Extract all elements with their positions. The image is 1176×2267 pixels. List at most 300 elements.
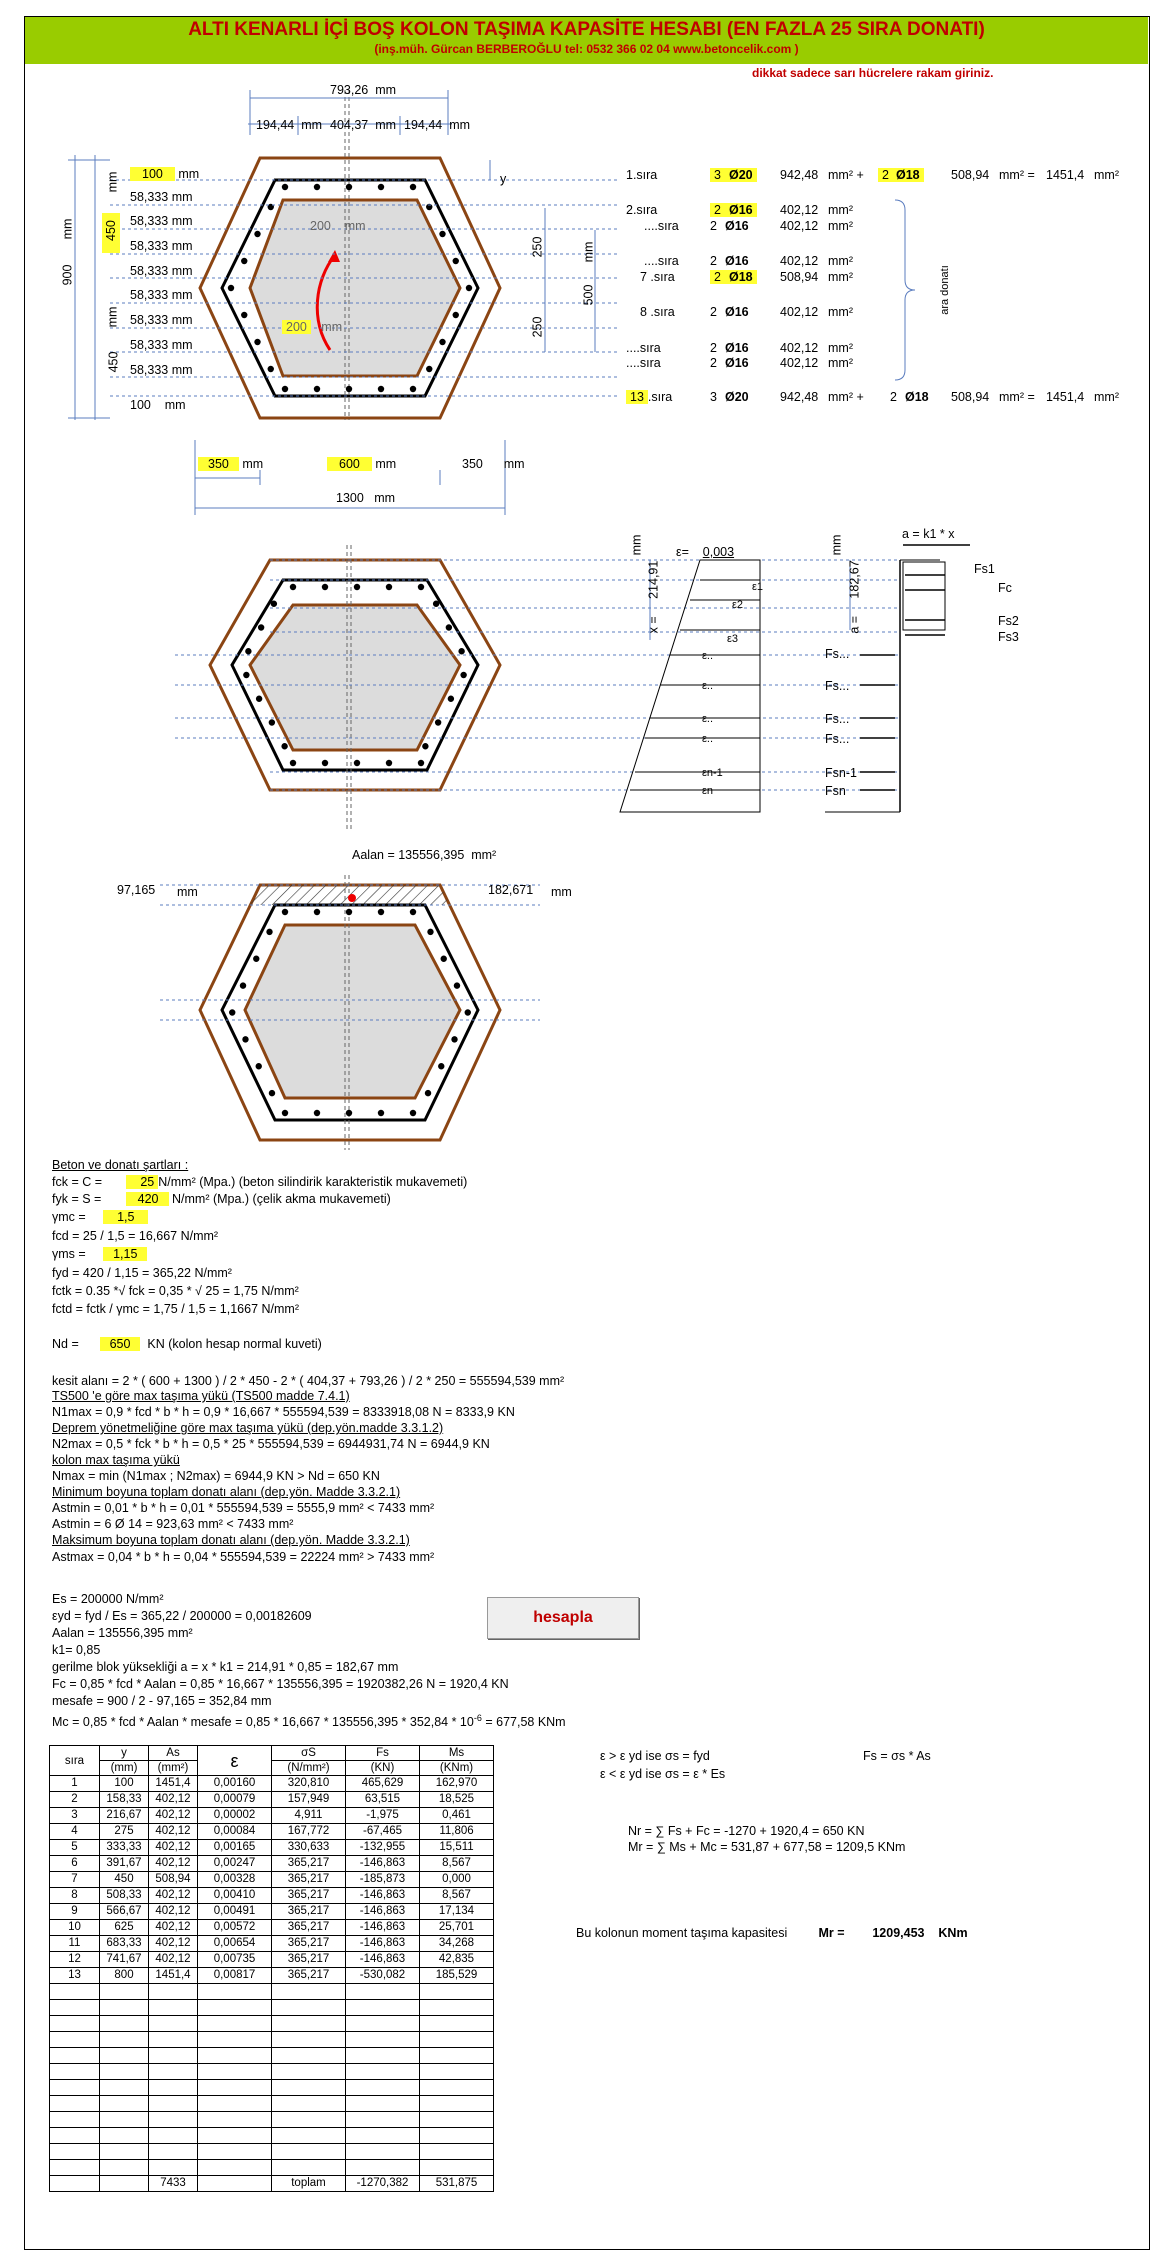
table-cell: 365,217 [272, 1920, 346, 1936]
bar-row: ....sıra 2 Ø16 402,12 mm² [626, 356, 853, 370]
table-cell: 17,134 [420, 1904, 494, 1920]
table-row [50, 1856, 494, 1872]
table-cell: 0,00002 [198, 1808, 272, 1824]
rebar-dot [228, 285, 234, 291]
table-cell: 216,67 [100, 1808, 149, 1824]
rebar-dot [453, 312, 459, 318]
row-spacing: 58,333 mm [130, 214, 193, 228]
table-row [50, 1920, 494, 1936]
table-cell: 34,268 [420, 1936, 494, 1952]
block-right-unit: mm [551, 885, 572, 899]
table-cell: 391,67 [100, 1856, 149, 1872]
fctk-line: fctk = 0.35 *√ fck = 0,35 * √ 25 = 1,75 N/mm² [52, 1284, 299, 1298]
unit-ms: (KNm) [420, 1761, 494, 1776]
bar-row: 1.sıra 3 Ø20 942,48 mm² + 2 Ø18 508,94 mm² = 1451,4 mm² [626, 168, 1119, 182]
a-formula: a = k1 * x [902, 527, 955, 541]
table-cell: 0,00160 [198, 1776, 272, 1792]
rebar-dot [418, 760, 424, 766]
empty-row [50, 2032, 494, 2048]
table-cell: 365,217 [272, 1968, 346, 1984]
author-line: (inş.müh. Gürcan BERBEROĞLU tel: 0532 366 02 04 www.betoncelik.com ) [374, 42, 799, 56]
rebar-dot [460, 672, 466, 678]
unit-fs: (KN) [346, 1761, 420, 1776]
table-cell: -146,863 [346, 1920, 420, 1936]
table-cell: 10 [50, 1920, 100, 1936]
eps-3: ε3 [727, 633, 739, 645]
table-cell: 365,217 [272, 1936, 346, 1952]
cover-unit: mm [105, 171, 120, 193]
rebar-dot [427, 929, 433, 935]
fs-dots: Fs... [825, 732, 850, 746]
unit-sigma: (N/mm²) [272, 1761, 346, 1776]
block-left-val: 97,165 [117, 883, 156, 897]
table-cell: -146,863 [346, 1888, 420, 1904]
intermediate-bars-label: ara donatı [938, 265, 951, 315]
fcd-line: fcd = 25 / 1,5 = 16,667 N/mm² [52, 1229, 219, 1243]
block-left-unit: mm [177, 885, 198, 899]
x-unit: mm [629, 534, 644, 556]
rebar-dot [258, 624, 264, 630]
table-cell: 402,12 [149, 1824, 198, 1840]
rebar-dot [282, 184, 288, 190]
rebar-dot [426, 366, 432, 372]
dim-seg-right: 194,44 mm [404, 118, 471, 132]
bottom-350-left[interactable]: 350 mm [198, 457, 263, 471]
col-y: y [100, 1746, 149, 1761]
table-cell: 1451,4 [149, 1776, 198, 1792]
dim-500-unit: mm [581, 241, 596, 263]
bar-row: ....sıra 2 Ø16 402,12 mm² [626, 341, 853, 355]
empty-row [50, 2096, 494, 2112]
table-cell: 0,00735 [198, 1952, 272, 1968]
table-cell: 6 [50, 1856, 100, 1872]
table-cell: -146,863 [346, 1904, 420, 1920]
rebar-dot [410, 909, 416, 915]
rebar-dot [441, 956, 447, 962]
rebar-dot [314, 184, 320, 190]
table-row [50, 1952, 494, 1968]
table-cell: 42,835 [420, 1952, 494, 1968]
table-cell: 320,810 [272, 1776, 346, 1792]
table-cell: 7 [50, 1872, 100, 1888]
rebar-dot [346, 909, 352, 915]
nr-line: Nr = ∑ Fs + Fc = -1270 + 1920,4 = 650 KN [628, 1824, 865, 1838]
fc-line: Fc = 0,85 * fcd * Aalan = 0,85 * 16,667 * 135556,395 = 1920382,26 N = 1920,4 KN [52, 1677, 509, 1691]
section-3 [160, 875, 540, 1150]
rebar-dot [314, 1110, 320, 1116]
row-spacing[interactable]: 58,333 mm [130, 190, 193, 204]
table-cell: 0,00165 [198, 1840, 272, 1856]
astmax-line: Astmax = 0,04 * b * h = 0,04 * 555594,539 = 22224 mm² > 7433 mm² [52, 1550, 435, 1564]
mr-line: Mr = ∑ Ms + Mc = 531,87 + 677,58 = 1209,5 KNm [628, 1840, 906, 1854]
col-ms: Ms [420, 1746, 494, 1761]
fyk-line[interactable]: fyk = S = 420 N/mm² (Mpa.) (çelik akma mukavemeti) [52, 1192, 391, 1206]
sigma-rule-2: ε < ε yd ise σs = ε * Es [600, 1767, 726, 1781]
table-row [50, 1808, 494, 1824]
table-cell: 800 [100, 1968, 149, 1984]
dim-top-width: 793,26 mm [330, 83, 397, 97]
es-line: Es = 200000 N/mm² [52, 1592, 164, 1606]
empty-row [50, 2064, 494, 2080]
rebar-dot [410, 386, 416, 392]
table-cell: 0,00328 [198, 1872, 272, 1888]
bar-row-last: 13 .sıra 3 Ø20 942,48 mm² + 2 Ø18 508,94 mm² = 1451,4 mm² [626, 390, 672, 404]
dim-seg-left: 194,44 mm [256, 118, 323, 132]
table-row [50, 1792, 494, 1808]
fctd-line: fctd = fctk / γmc = 1,75 / 1,5 = 1,1667 N/mm² [52, 1302, 299, 1316]
rebar-dot [446, 624, 452, 630]
unit-y: (mm) [100, 1761, 149, 1776]
table-cell: 365,217 [272, 1888, 346, 1904]
table-cell: 8,567 [420, 1888, 494, 1904]
table-cell: 5 [50, 1840, 100, 1856]
eps-dots: ε.. [702, 733, 714, 745]
rebar-dot [290, 584, 296, 590]
ts500-heading: TS500 'e göre max taşıma yükü (TS500 madde 7.4.1) [52, 1389, 350, 1403]
empty-row [50, 2080, 494, 2096]
table-cell: 566,67 [100, 1904, 149, 1920]
empty-row [50, 2144, 494, 2160]
rebar-dot [346, 184, 352, 190]
table-cell: 167,772 [272, 1824, 346, 1840]
fs-dots: Fs... [825, 712, 850, 726]
max-load-heading: kolon max taşıma yükü [52, 1453, 180, 1467]
rebar-dot [254, 339, 260, 345]
table-cell: 13 [50, 1968, 100, 1984]
rebar-dot [322, 584, 328, 590]
table-cell: 402,12 [149, 1920, 198, 1936]
col-fs: Fs [346, 1746, 420, 1761]
half-height-top[interactable]: 450 [102, 213, 120, 253]
table-cell: 12 [50, 1952, 100, 1968]
table-cell: 402,12 [149, 1792, 198, 1808]
table-cell: 1451,4 [149, 1968, 198, 1984]
section-1 [200, 90, 500, 420]
materials-heading: Beton ve donatı şartları : [52, 1158, 189, 1172]
eps-dots: ε.. [702, 680, 714, 692]
rebar-dot [465, 1009, 471, 1015]
fck-line[interactable]: fck = C = 25 N/mm² (Mpa.) (beton silindirik karakteristik mukavemeti) [52, 1175, 468, 1189]
table-cell: 402,12 [149, 1936, 198, 1952]
bar-row: 2.sıra 2 Ø16 402,12 mm² [626, 203, 853, 217]
table-cell: 625 [100, 1920, 149, 1936]
fs-dots: Fs... [825, 647, 850, 661]
total-row: 7433 toplam -1270,382 531,875 [50, 2176, 494, 2192]
empty-row [50, 2128, 494, 2144]
half-height-bottom: 450 [106, 351, 121, 373]
rebar-dot [454, 982, 460, 988]
rebar-dot [322, 760, 328, 766]
gmc-line[interactable]: γmc = 1,5 [52, 1210, 148, 1224]
cover-top[interactable]: 100 mm [130, 167, 199, 181]
table-cell: 2 [50, 1792, 100, 1808]
empty-row [50, 2016, 494, 2032]
table-cell: -146,863 [346, 1936, 420, 1952]
table-cell: 365,217 [272, 1952, 346, 1968]
table-cell: 365,217 [272, 1872, 346, 1888]
rebar-dot [254, 231, 260, 237]
table-cell: -67,465 [346, 1824, 420, 1840]
table-row [50, 1872, 494, 1888]
table-cell: 275 [100, 1824, 149, 1840]
rebar-dot [241, 312, 247, 318]
table-cell: 330,633 [272, 1840, 346, 1856]
table-row [50, 1888, 494, 1904]
table-cell: 157,949 [272, 1792, 346, 1808]
fs3-label: Fs3 [998, 630, 1019, 644]
rebar-dot [268, 366, 274, 372]
rebar-dot [354, 760, 360, 766]
rebar-dot [253, 956, 259, 962]
rebar-dot [451, 1036, 457, 1042]
table-cell: 683,33 [100, 1936, 149, 1952]
rebar-dot [229, 1009, 235, 1015]
rebar-dot [410, 1110, 416, 1116]
table-cell: 11 [50, 1936, 100, 1952]
min-rebar-heading: Minimum boyuna toplam donatı alanı (dep.yön. Madde 3.3.2.1) [52, 1485, 401, 1499]
table-cell: 4 [50, 1824, 100, 1840]
k1-line: k1= 0,85 [52, 1643, 101, 1657]
rebar-dot [245, 648, 251, 654]
table-row [50, 1776, 494, 1792]
half-height-unit: mm [105, 306, 120, 328]
rebar-dot [256, 1063, 262, 1069]
table-cell: 402,12 [149, 1808, 198, 1824]
table-cell: 11,806 [420, 1824, 494, 1840]
strain-top: ε= 0,003 [676, 545, 735, 559]
fs-dots: Fs... [825, 679, 850, 693]
rebar-dot [425, 1090, 431, 1096]
total-height-unit: mm [60, 218, 75, 240]
section-area-line: kesit alanı = 2 * ( 600 + 1300 ) / 2 * 450 - 2 * ( 404,37 + 793,26 ) / 2 * 250 = 555594,539 mm² [52, 1374, 565, 1388]
table-cell: -146,863 [346, 1856, 420, 1872]
rebar-dot [422, 743, 428, 749]
row-spacing: 58,333 mm [130, 264, 193, 278]
rebar-dot [282, 1110, 288, 1116]
x-value: x = 214,91 [646, 560, 661, 634]
table-cell: 741,67 [100, 1952, 149, 1968]
fs2-label: Fs2 [998, 614, 1019, 628]
col-eps: ε [198, 1746, 272, 1776]
table-cell: 63,515 [346, 1792, 420, 1808]
compression-area: Aalan = 135556,395 mm² [352, 848, 497, 862]
block-height-line: gerilme blok yüksekliği a = x * k1 = 214,91 * 0,85 = 182,67 mm [52, 1660, 399, 1674]
table-cell: 185,529 [420, 1968, 494, 1984]
fsn-label: Fsn [825, 784, 846, 798]
rebar-dot [281, 743, 287, 749]
fsn-1-label: Fsn-1 [825, 766, 857, 780]
table-cell: -132,955 [346, 1840, 420, 1856]
table-cell: -1,975 [346, 1808, 420, 1824]
rebar-dot [271, 601, 277, 607]
table-cell: 0,00410 [198, 1888, 272, 1904]
inner-dim-200-b[interactable]: 200 mm [282, 320, 342, 334]
rebar-dot [269, 719, 275, 725]
table-cell: 402,12 [149, 1840, 198, 1856]
fs1-label: Fs1 [974, 562, 995, 576]
rebar-dot [290, 760, 296, 766]
table-cell: 0,00572 [198, 1920, 272, 1936]
calculate-button[interactable]: hesapla [487, 1597, 639, 1639]
table-cell: 450 [100, 1872, 149, 1888]
rebar-dot [433, 601, 439, 607]
table-cell: 0,000 [420, 1872, 494, 1888]
page-title: ALTI KENARLI İÇİ BOŞ KOLON TAŞIMA KAPASİTE HESABI (EN FAZLA 25 SIRA DONATI) [188, 19, 985, 40]
rebar-dot [466, 285, 472, 291]
col-sira: sıra [50, 1746, 100, 1776]
table-cell: 0,00247 [198, 1856, 272, 1872]
table-cell: 0,461 [420, 1808, 494, 1824]
eps-dots: ε.. [702, 650, 714, 662]
table-row [50, 1904, 494, 1920]
rebar-dot [378, 1110, 384, 1116]
eps-1: ε1 [752, 581, 764, 593]
bottom-1300: 1300 mm [336, 491, 396, 505]
rebar-dot [242, 1036, 248, 1042]
table-cell: 158,33 [100, 1792, 149, 1808]
astmin-line: Astmin = 0,01 * b * h = 0,01 * 555594,539 = 5555,9 mm² < 7433 mm² [52, 1501, 435, 1515]
row-spacing: 58,333 mm [130, 363, 193, 377]
table-cell: 8,567 [420, 1856, 494, 1872]
rebar-dot [282, 386, 288, 392]
nmax-line: Nmax = min (N1max ; N2max) = 6944,9 KN > Nd = 650 KN [52, 1469, 380, 1483]
table-cell: 3 [50, 1808, 100, 1824]
rebar-dot [438, 1063, 444, 1069]
cover-bottom: 100 mm [130, 398, 186, 412]
table-cell: -530,082 [346, 1968, 420, 1984]
empty-row [50, 2112, 494, 2128]
empty-row [50, 2000, 494, 2016]
nd-line[interactable]: Nd = 650 KN (kolon hesap normal kuveti) [52, 1337, 322, 1351]
a-unit: mm [829, 534, 844, 556]
table-cell: 365,217 [272, 1904, 346, 1920]
table-cell: 508,94 [149, 1872, 198, 1888]
y-axis-label: y [500, 172, 507, 186]
rebar-dot [378, 184, 384, 190]
empty-row [50, 1984, 494, 2000]
table-cell: 18,525 [420, 1792, 494, 1808]
empty-row [50, 2160, 494, 2176]
rebar-dot [453, 258, 459, 264]
dim-seg-mid: 404,37 mm [330, 118, 397, 132]
inner-dim-200-a: 200 mm [310, 219, 366, 233]
table-cell: 508,33 [100, 1888, 149, 1904]
rebar-dot [378, 386, 384, 392]
table-row [50, 1824, 494, 1840]
rebar-dot [346, 386, 352, 392]
table-cell: 100 [100, 1776, 149, 1792]
bar-row: ....sıra 2 Ø16 402,12 mm² [644, 254, 853, 268]
eps-2: ε2 [732, 599, 744, 611]
sigma-rule-1: ε > ε yd ise σs = fyd [600, 1749, 710, 1763]
col-sigma: σS [272, 1746, 346, 1761]
rebar-dot [346, 1110, 352, 1116]
block-right-val: 182,671 [488, 883, 534, 897]
fs-rule: Fs = σs * As [863, 1749, 931, 1763]
table-cell: -146,863 [346, 1952, 420, 1968]
rebar-dot [282, 909, 288, 915]
table-row [50, 1968, 494, 1984]
bar-row: ....sıra 2 Ø16 402,12 mm² [644, 219, 853, 233]
table-cell: 333,33 [100, 1840, 149, 1856]
bottom-600[interactable]: 600 mm [327, 457, 396, 471]
table-cell: 9 [50, 1904, 100, 1920]
rebar-dot [269, 1090, 275, 1096]
n2max-line: N2max = 0,5 * fck * b * h = 0,5 * 25 * 555594,539 = 6944931,74 N = 6944,9 KN [52, 1437, 490, 1451]
rebar-dot [386, 584, 392, 590]
mc-line: Mc = 0,85 * fcd * Aalan * mesafe = $0,85 * 16,667 * 135556,395 * 352,84 * 10^{-6} = 677,58$ KNm [52, 1713, 566, 1730]
table-cell: 402,12 [149, 1856, 198, 1872]
rebar-dot [439, 231, 445, 237]
a-value: a = 182,67 [847, 560, 862, 634]
table-cell: 8 [50, 1888, 100, 1904]
col-as: As [149, 1746, 198, 1761]
table-row [50, 1840, 494, 1856]
rebar-dot [458, 648, 464, 654]
table-cell: 0,00079 [198, 1792, 272, 1808]
dim-250-b: 250 [530, 316, 545, 338]
rebar-dot [410, 184, 416, 190]
eps-dots: ε.. [702, 713, 714, 725]
row-spacing: 58,333 mm [130, 313, 193, 327]
rebar-dot [256, 696, 262, 702]
rebar-dot [314, 909, 320, 915]
row-spacing: 58,333 mm [130, 288, 193, 302]
table-cell: 0,00491 [198, 1904, 272, 1920]
table-cell: 4,911 [272, 1808, 346, 1824]
bar-row: 7 .sıra 2 Ø18 508,94 mm² [640, 270, 853, 284]
eps-n: εn [702, 785, 714, 797]
rebar-dot [448, 696, 454, 702]
table-cell: 402,12 [149, 1888, 198, 1904]
rebar-dot [266, 929, 272, 935]
max-rebar-heading: Maksimum boyuna toplam donatı alanı (dep.yön. Madde 3.3.2.1) [52, 1533, 410, 1547]
dim-500: 500 [581, 284, 596, 306]
fyd-line: fyd = 420 / 1,15 = 365,22 N/mm² [52, 1266, 232, 1280]
table-cell: 402,12 [149, 1904, 198, 1920]
table-cell: 365,217 [272, 1856, 346, 1872]
table-cell: 1 [50, 1776, 100, 1792]
rebar-dot [243, 672, 249, 678]
aalan-line: Aalan = 135556,395 mm² [52, 1626, 193, 1640]
table-cell: 0,00654 [198, 1936, 272, 1952]
table-cell: 25,701 [420, 1920, 494, 1936]
table-cell: 0,00817 [198, 1968, 272, 1984]
total-height: 900 [60, 264, 75, 286]
rebar-dot [314, 386, 320, 392]
row-spacing: 58,333 mm [130, 338, 193, 352]
input-warning: dikkat sadece sarı hücrelere rakam giriniz. [752, 66, 994, 80]
rebar-dot [435, 719, 441, 725]
rebar-dot [241, 258, 247, 264]
n1max-line: N1max = 0,9 * fcd * b * h = 0,9 * 16,667 * 555594,539 = 8333918,08 N = 8333,9 KN [52, 1405, 515, 1419]
table-cell: 402,12 [149, 1952, 198, 1968]
table-cell: -185,873 [346, 1872, 420, 1888]
bottom-350-right: 350 mm [462, 457, 525, 471]
astmin2-line: Astmin = 6 Ø 14 = 923,63 mm² < 7433 mm² [52, 1517, 294, 1531]
fc-label: Fc [998, 581, 1012, 595]
distance-line: mesafe = 900 / 2 - 97,165 = 352,84 mm [52, 1694, 272, 1708]
dim-250-a: 250 [530, 236, 545, 258]
bar-row: 8 .sıra 2 Ø16 402,12 mm² [640, 305, 853, 319]
eyd-line: εyd = fyd / Es = 365,22 / 200000 = 0,00182609 [52, 1609, 312, 1623]
row-spacing: 58,333 mm [130, 239, 193, 253]
eps-n-1: εn-1 [702, 767, 723, 779]
table-cell: 15,511 [420, 1840, 494, 1856]
rebar-dot [439, 339, 445, 345]
gms-line[interactable]: γms = 1,15 [52, 1247, 147, 1261]
rebar-dot [240, 982, 246, 988]
